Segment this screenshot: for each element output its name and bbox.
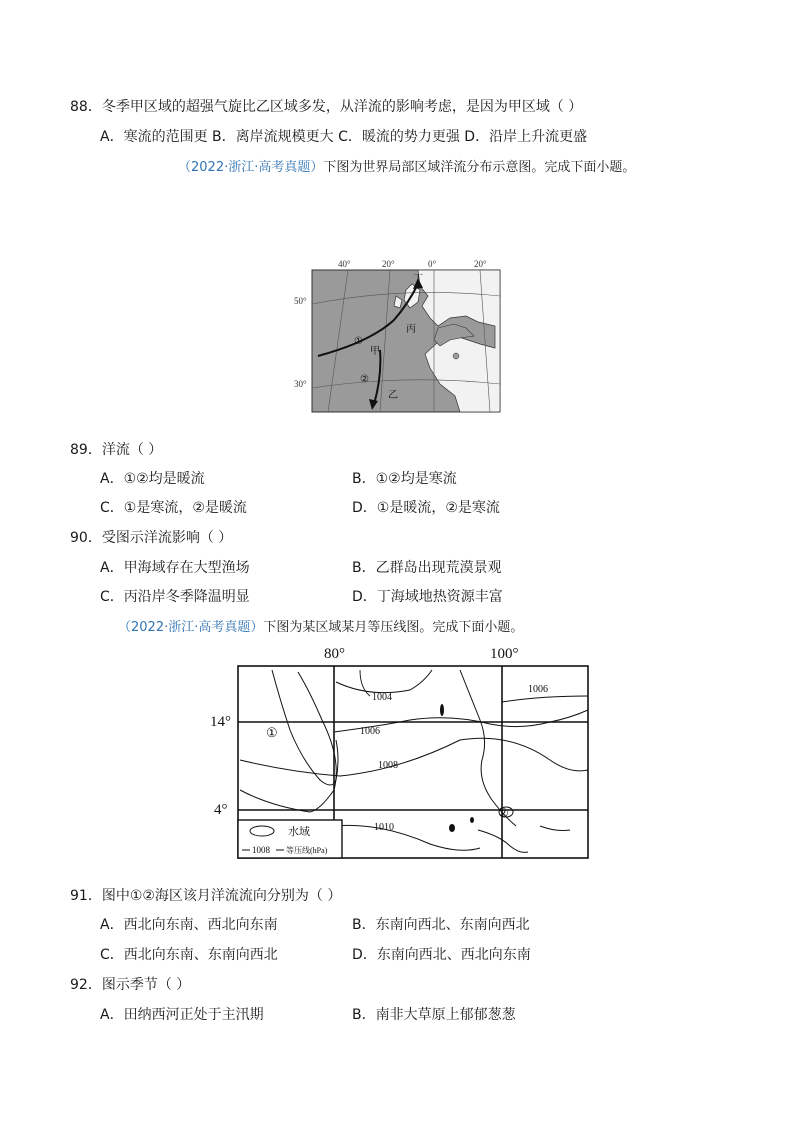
map1-lon-label: 20° <box>382 259 395 269</box>
map1-lon-label: 0° <box>428 259 437 269</box>
intro-2 <box>118 618 523 638</box>
isobar-label: 1008 <box>378 760 398 771</box>
ocean-current-map <box>290 256 510 416</box>
isobar-label: 1006 <box>528 684 548 695</box>
q88-options: A．寒流的范围更 B．离岸流规模更大 C．暖流的势力更强 D．沿岸上升流更盛 <box>100 129 588 145</box>
map1-label-bing: 丙 <box>406 324 416 335</box>
q89-option-c: C．①是寒流，②是暖流 <box>100 500 247 516</box>
map1-label-jia: 甲 <box>370 346 380 357</box>
q91-stem: 91．图中①②海区该月洋流流向分别为（ ） <box>70 888 342 904</box>
legend-isobar-value: 1008 <box>252 845 270 855</box>
legend-isobar-label: 等压线(hPa) <box>286 846 328 855</box>
q89-option-a: A．①②均是暖流 <box>100 471 205 487</box>
legend-water: 水域 <box>288 826 310 838</box>
q90-option-a: A．甲海域存在大型渔场 <box>100 560 250 576</box>
map1-lon-label: 40° <box>338 259 351 269</box>
map2-lat-label: 14° <box>210 714 231 730</box>
q89-option-d: D．①是暖流，②是寒流 <box>352 500 500 516</box>
q91-option-d: D．东南向西北、西北向东南 <box>352 947 531 963</box>
intro-1-text: 下图为世界局部区域洋流分布示意图。完成下面小题。 <box>323 160 636 175</box>
intro-1-source: （2022·浙江·高考真题） <box>178 160 324 175</box>
intro-1 <box>178 158 635 178</box>
map1-current-1: ① <box>354 336 363 347</box>
isobar-label: 1004 <box>372 692 392 703</box>
q92-stem: 92．图示季节（ ） <box>70 977 191 993</box>
q91-option-b: B．东南向西北、东南向西北 <box>352 917 530 933</box>
q90-option-d: D．丁海域地热资源丰富 <box>352 589 503 605</box>
intro-2-source: （2022·浙江·高考真题） <box>118 620 264 635</box>
map2-lon-label: 100° <box>490 646 519 662</box>
map1-label-ding: 丁 <box>413 274 423 285</box>
map1-current-2: ② <box>360 374 369 385</box>
q88-stem: 88．冬季甲区域的超强气旋比乙区域多发，从洋流的影响考虑，是因为甲区域（ ） <box>70 99 583 115</box>
isobar-map <box>210 640 600 864</box>
map1-label-yi: 乙 <box>388 390 398 401</box>
map1-lon-label: 20° <box>474 259 487 269</box>
q92-option-a: A．田纳西河正处于主汛期 <box>100 1007 264 1023</box>
isobar-label: 1006 <box>360 726 380 737</box>
q90-option-b: B．乙群岛出现荒漠景观 <box>352 560 502 576</box>
q90-stem: 90．受图示洋流影响（ ） <box>70 530 233 546</box>
map2-lon-label: 80° <box>324 646 345 662</box>
q91-option-c: C．西北向东南、东南向西北 <box>100 947 278 963</box>
q92-option-b: B．南非大草原上郁郁葱葱 <box>352 1007 516 1023</box>
map2-point-2: ② <box>498 806 509 820</box>
map2-point-1: ① <box>266 725 278 740</box>
map2-lat-label: 4° <box>214 802 228 818</box>
map1-lat-label: 50° <box>294 296 307 306</box>
q91-option-a: A．西北向东南、西北向东南 <box>100 917 278 933</box>
q89-stem: 89．洋流（ ） <box>70 442 163 458</box>
intro-2-text: 下图为某区域某月等压线图。完成下面小题。 <box>263 620 524 635</box>
map1-lat-label: 30° <box>294 379 307 389</box>
q90-option-c: C．丙沿岸冬季降温明显 <box>100 589 250 605</box>
isobar-label: 1010 <box>374 822 394 833</box>
q89-option-b: B．①②均是寒流 <box>352 471 457 487</box>
